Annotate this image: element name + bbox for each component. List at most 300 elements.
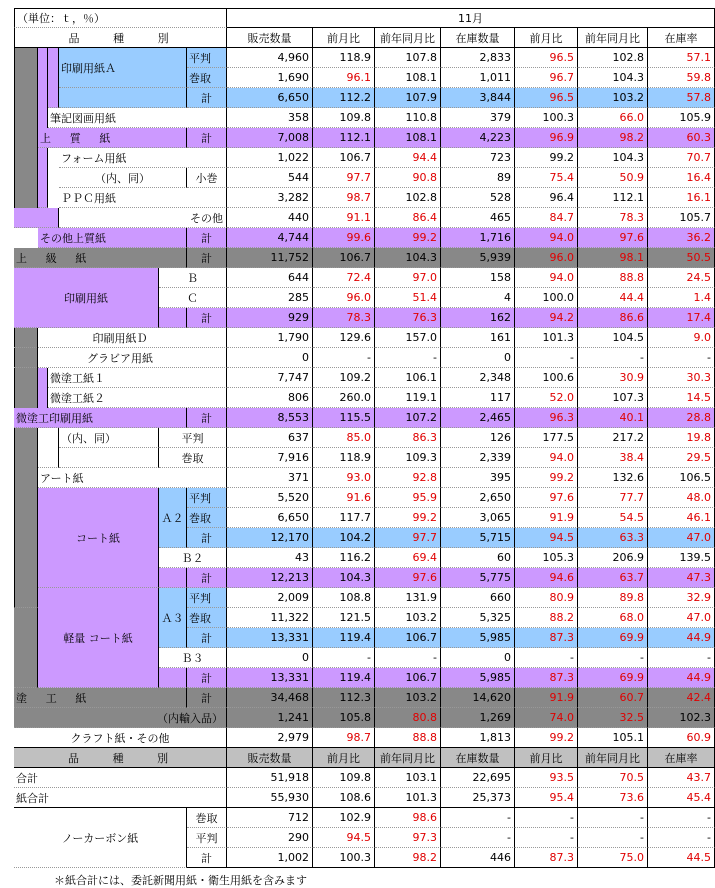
- value-form-1: 106.7: [313, 148, 375, 168]
- value-kraft-1: 98.7: [313, 728, 375, 748]
- value-art-2: 92.8: [375, 468, 441, 488]
- value-hikki-2: 110.8: [375, 108, 441, 128]
- value-nc_kei-6: 44.5: [648, 848, 715, 868]
- value-insD-2: 157.0: [375, 328, 441, 348]
- value-insA_hira-4: 96.5: [515, 48, 578, 68]
- value-kc_kei-3: 5,985: [441, 668, 515, 688]
- label-kei: 計: [187, 228, 227, 248]
- label-kei: 計: [187, 668, 227, 688]
- value-a2_kei-4: 94.5: [515, 528, 578, 548]
- value-kami_goukei-2: 101.3: [375, 788, 441, 808]
- spacer: [159, 568, 187, 588]
- value-kc_kei-4: 87.3: [515, 668, 578, 688]
- label-insatsu: 印刷用紙: [14, 268, 159, 328]
- value-a2_maki-2: 99.2: [375, 508, 441, 528]
- value-bitoko_maki-0: 7,916: [227, 448, 313, 468]
- value-a3_hira-6: 32.9: [648, 588, 715, 608]
- column-header-2: 前年同月比: [578, 748, 648, 768]
- value-bitoko_hira-1: 85.0: [313, 428, 375, 448]
- value-a3_kei-4: 87.3: [515, 628, 578, 648]
- value-bitoko2-2: 119.1: [375, 388, 441, 408]
- value-bitoko_maki-2: 109.3: [375, 448, 441, 468]
- label-coat: コート紙: [38, 488, 159, 588]
- value-bitoko_hira-5: 217.2: [578, 428, 648, 448]
- value-kami_goukei-1: 108.6: [313, 788, 375, 808]
- value-a2_maki-0: 6,650: [227, 508, 313, 528]
- value-hikki-6: 105.9: [648, 108, 715, 128]
- value-nc_hira-0: 290: [227, 828, 313, 848]
- value-bitoko_hira-3: 126: [441, 428, 515, 448]
- label-B2: Ｂ２: [159, 548, 227, 568]
- value-gravure-4: -: [515, 348, 578, 368]
- value-insA_hira-3: 2,833: [441, 48, 515, 68]
- value-kraft-2: 88.8: [375, 728, 441, 748]
- value-ins_kei-1: 78.3: [313, 308, 375, 328]
- value-a3_maki-6: 47.0: [648, 608, 715, 628]
- label-makitori: 巻取: [187, 68, 227, 88]
- value-bitoko_maki-6: 29.5: [648, 448, 715, 468]
- value-b2-5: 206.9: [578, 548, 648, 568]
- spacer: [14, 208, 59, 228]
- value-insD-4: 101.3: [515, 328, 578, 348]
- value-insD-3: 161: [441, 328, 515, 348]
- value-ppc-0: 3,282: [227, 188, 313, 208]
- value-toko-5: 60.7: [578, 688, 648, 708]
- label-kei: 計: [187, 308, 227, 328]
- spacer: [38, 428, 59, 468]
- value-nc_kei-4: 87.3: [515, 848, 578, 868]
- value-a2_maki-6: 46.1: [648, 508, 715, 528]
- value-b3-1: -: [313, 648, 375, 668]
- value-jokyu-0: 11,752: [227, 248, 313, 268]
- column-header-2: 在庫数量: [441, 748, 515, 768]
- value-ins_kei-5: 86.6: [578, 308, 648, 328]
- label-insatsuA: 印刷用紙Ａ: [59, 48, 187, 88]
- value-a2_maki-5: 54.5: [578, 508, 648, 528]
- label-hiraban: 平判: [187, 588, 227, 608]
- value-a2_hira-1: 91.6: [313, 488, 375, 508]
- value-coat_kei-5: 63.7: [578, 568, 648, 588]
- column-header: 在庫率: [648, 28, 715, 48]
- value-kc_kei-2: 106.7: [375, 668, 441, 688]
- value-sonota-3: 465: [441, 208, 515, 228]
- value-b3-2: -: [375, 648, 441, 668]
- value-toko-3: 14,620: [441, 688, 515, 708]
- value-ins_B-1: 72.4: [313, 268, 375, 288]
- value-a3_hira-4: 80.9: [515, 588, 578, 608]
- value-kc_kei-6: 44.9: [648, 668, 715, 688]
- value-goukei-4: 93.5: [515, 768, 578, 788]
- label-uchi-yunyu: （内輸入品）: [14, 708, 227, 728]
- value-bitoko1-2: 106.1: [375, 368, 441, 388]
- value-a2_kei-5: 63.3: [578, 528, 648, 548]
- value-goukei-5: 70.5: [578, 768, 648, 788]
- value-coat_kei-6: 47.3: [648, 568, 715, 588]
- value-nc_kei-0: 1,002: [227, 848, 313, 868]
- value-insA_maki-0: 1,690: [227, 68, 313, 88]
- value-b2-1: 116.2: [313, 548, 375, 568]
- value-nc_maki-0: 712: [227, 808, 313, 828]
- value-goukei-0: 51,918: [227, 768, 313, 788]
- label-ppc: ＰＰＣ用紙: [59, 188, 227, 208]
- value-yunyu-1: 105.8: [313, 708, 375, 728]
- value-kami_goukei-4: 95.4: [515, 788, 578, 808]
- value-bitoko1-3: 2,348: [441, 368, 515, 388]
- value-form-5: 104.3: [578, 148, 648, 168]
- label-A2: Ａ２: [159, 488, 187, 548]
- value-joshitsu-4: 96.9: [515, 128, 578, 148]
- label-bitoko2: 微塗工紙２: [48, 388, 227, 408]
- value-art-0: 371: [227, 468, 313, 488]
- label-joshitsu: 上 質 紙: [38, 128, 187, 148]
- value-yunyu-2: 80.8: [375, 708, 441, 728]
- label-form: フォーム用紙: [59, 148, 227, 168]
- value-sonota-2: 86.4: [375, 208, 441, 228]
- unit-label: （単位：ｔ，％）: [14, 8, 227, 28]
- column-header-2: 販売数量: [227, 748, 313, 768]
- value-toko-6: 42.4: [648, 688, 715, 708]
- value-insA_maki-2: 108.1: [375, 68, 441, 88]
- value-a3_kei-5: 69.9: [578, 628, 648, 648]
- value-joshitsu-1: 112.1: [313, 128, 375, 148]
- value-kraft-4: 99.2: [515, 728, 578, 748]
- value-toko-2: 103.2: [375, 688, 441, 708]
- value-insA_maki-3: 1,011: [441, 68, 515, 88]
- value-joshitsu-3: 4,223: [441, 128, 515, 148]
- value-insA_kei-5: 103.2: [578, 88, 648, 108]
- label-jokyu: 上 級 紙: [14, 248, 187, 268]
- jokyu-bar: [14, 48, 38, 228]
- value-yunyu-3: 1,269: [441, 708, 515, 728]
- value-goukei-6: 43.7: [648, 768, 715, 788]
- value-a3_maki-1: 121.5: [313, 608, 375, 628]
- value-insA_maki-4: 96.7: [515, 68, 578, 88]
- value-hikki-4: 100.3: [515, 108, 578, 128]
- value-nc_kei-5: 75.0: [578, 848, 648, 868]
- value-ppc-1: 98.7: [313, 188, 375, 208]
- value-coat_kei-3: 5,775: [441, 568, 515, 588]
- value-nc_maki-1: 102.9: [313, 808, 375, 828]
- value-a3_hira-5: 89.8: [578, 588, 648, 608]
- value-bitoko1-1: 109.2: [313, 368, 375, 388]
- label-nocarbon: ノーカーボン紙: [14, 808, 187, 868]
- value-b3-6: -: [648, 648, 715, 668]
- value-insA_maki-1: 96.1: [313, 68, 375, 88]
- column-header-2: 前月比: [515, 748, 578, 768]
- value-insA_kei-4: 96.5: [515, 88, 578, 108]
- label-sonota-joshitsu: その他上質紙: [38, 228, 187, 248]
- value-bitoko_kei-2: 107.2: [375, 408, 441, 428]
- value-kami_goukei-6: 45.4: [648, 788, 715, 808]
- label-hiraban: 平判: [159, 428, 227, 448]
- label-sonota: その他: [59, 208, 227, 228]
- value-form-3: 723: [441, 148, 515, 168]
- label-hiraban: 平判: [187, 48, 227, 68]
- value-bitoko_hira-4: 177.5: [515, 428, 578, 448]
- value-joshitsu-0: 7,008: [227, 128, 313, 148]
- value-ins_kei-0: 929: [227, 308, 313, 328]
- label-hiraban: 平判: [187, 828, 227, 848]
- label-kei: 計: [187, 628, 227, 648]
- value-insA_maki-5: 104.3: [578, 68, 648, 88]
- label-B: Ｂ: [159, 268, 227, 288]
- value-insA_kei-6: 57.8: [648, 88, 715, 108]
- value-b3-4: -: [515, 648, 578, 668]
- value-nc_kei-3: 446: [441, 848, 515, 868]
- value-bitoko1-4: 100.6: [515, 368, 578, 388]
- value-insA_kei-1: 112.2: [313, 88, 375, 108]
- value-ppc-2: 102.8: [375, 188, 441, 208]
- value-bitoko_kei-3: 2,465: [441, 408, 515, 428]
- label-B3: Ｂ３: [159, 648, 227, 668]
- value-form-0: 1,022: [227, 148, 313, 168]
- value-bitoko2-6: 14.5: [648, 388, 715, 408]
- value-kc_kei-5: 69.9: [578, 668, 648, 688]
- value-ins_B-5: 88.8: [578, 268, 648, 288]
- value-a3_maki-2: 103.2: [375, 608, 441, 628]
- label-toko: 塗 工 紙: [14, 688, 187, 708]
- value-a2_hira-2: 95.9: [375, 488, 441, 508]
- value-nc_hira-5: -: [578, 828, 648, 848]
- value-b2-0: 43: [227, 548, 313, 568]
- column-header-2: 前月比: [313, 748, 375, 768]
- value-bitoko_hira-6: 19.8: [648, 428, 715, 448]
- label-kei: 計: [187, 848, 227, 868]
- label-goukei: 合計: [14, 768, 227, 788]
- value-bitoko2-1: 260.0: [313, 388, 375, 408]
- value-kraft-5: 105.1: [578, 728, 648, 748]
- value-bitoko2-3: 117: [441, 388, 515, 408]
- label-uchi_dou: （内、同）: [59, 428, 159, 448]
- value-b3-3: 0: [441, 648, 515, 668]
- value-ins_C-3: 4: [441, 288, 515, 308]
- value-ins_kei-6: 17.4: [648, 308, 715, 328]
- month-header: 11月: [227, 8, 715, 28]
- value-sonota-4: 84.7: [515, 208, 578, 228]
- value-ins_C-1: 96.0: [313, 288, 375, 308]
- value-yunyu-5: 32.5: [578, 708, 648, 728]
- value-jokyu-1: 106.7: [313, 248, 375, 268]
- value-nc_maki-3: -: [441, 808, 515, 828]
- value-a2_maki-4: 91.9: [515, 508, 578, 528]
- value-kami_goukei-5: 73.6: [578, 788, 648, 808]
- value-art-3: 395: [441, 468, 515, 488]
- label-komaki: 小巻: [187, 168, 227, 188]
- value-ins_B-2: 97.0: [375, 268, 441, 288]
- value-nc_maki-5: -: [578, 808, 648, 828]
- label-bitoko1: 微塗工紙１: [48, 368, 227, 388]
- value-a3_maki-3: 5,325: [441, 608, 515, 628]
- value-insA_maki-6: 59.8: [648, 68, 715, 88]
- value-form_komaki-2: 90.8: [375, 168, 441, 188]
- value-nc_hira-1: 94.5: [313, 828, 375, 848]
- value-a3_kei-3: 5,985: [441, 628, 515, 648]
- label-hiraban: 平判: [187, 488, 227, 508]
- column-header: 前年同月比: [578, 28, 648, 48]
- value-nc_hira-3: -: [441, 828, 515, 848]
- value-ppc-6: 16.1: [648, 188, 715, 208]
- value-ppc-3: 528: [441, 188, 515, 208]
- value-gravure-5: -: [578, 348, 648, 368]
- label-makitori: 巻取: [187, 608, 227, 628]
- value-insA_hira-2: 107.8: [375, 48, 441, 68]
- value-a3_hira-3: 660: [441, 588, 515, 608]
- value-a2_maki-3: 3,065: [441, 508, 515, 528]
- spacer: [59, 448, 159, 468]
- value-ins_kei-3: 162: [441, 308, 515, 328]
- value-sonota-6: 105.7: [648, 208, 715, 228]
- label-kei: 計: [187, 688, 227, 708]
- value-hikki-1: 109.8: [313, 108, 375, 128]
- value-a2_kei-3: 5,715: [441, 528, 515, 548]
- value-nc_hira-4: -: [515, 828, 578, 848]
- value-sonota-1: 91.1: [313, 208, 375, 228]
- value-sonota-0: 440: [227, 208, 313, 228]
- label-kami_goukei: 紙合計: [14, 788, 227, 808]
- value-ins_C-2: 51.4: [375, 288, 441, 308]
- value-hikki-3: 379: [441, 108, 515, 128]
- value-sonota_joshitsu-4: 94.0: [515, 228, 578, 248]
- label-C: Ｃ: [159, 288, 227, 308]
- value-ins_C-0: 285: [227, 288, 313, 308]
- value-a3_hira-1: 108.8: [313, 588, 375, 608]
- value-ins_B-0: 644: [227, 268, 313, 288]
- value-insD-5: 104.5: [578, 328, 648, 348]
- value-ins_B-3: 158: [441, 268, 515, 288]
- value-sonota_joshitsu-3: 1,716: [441, 228, 515, 248]
- value-a3_maki-5: 68.0: [578, 608, 648, 628]
- value-bitoko_kei-6: 28.8: [648, 408, 715, 428]
- label-keiryou-coat: 軽量 コート紙: [38, 588, 159, 688]
- label-makitori: 巻取: [187, 808, 227, 828]
- value-form-4: 99.2: [515, 148, 578, 168]
- value-goukei-1: 109.8: [313, 768, 375, 788]
- value-insA_hira-5: 102.8: [578, 48, 648, 68]
- value-nc_maki-6: -: [648, 808, 715, 828]
- spacer: [14, 608, 38, 688]
- value-gravure-1: -: [313, 348, 375, 368]
- spacer: [59, 88, 187, 108]
- value-toko-4: 91.9: [515, 688, 578, 708]
- value-nc_hira-2: 97.3: [375, 828, 441, 848]
- value-ppc-4: 96.4: [515, 188, 578, 208]
- value-insA_kei-0: 6,650: [227, 88, 313, 108]
- value-hikki-0: 358: [227, 108, 313, 128]
- sonota-bar: [38, 148, 48, 208]
- value-gravure-6: -: [648, 348, 715, 368]
- value-b3-5: -: [578, 648, 648, 668]
- value-gravure-0: 0: [227, 348, 313, 368]
- label-kei: 計: [187, 128, 227, 148]
- value-insD-1: 129.6: [313, 328, 375, 348]
- label-art: アート紙: [38, 468, 227, 488]
- value-a3_kei-6: 44.9: [648, 628, 715, 648]
- value-ins_C-6: 1.4: [648, 288, 715, 308]
- value-form_komaki-5: 50.9: [578, 168, 648, 188]
- label-kei: 計: [187, 528, 227, 548]
- value-b2-4: 105.3: [515, 548, 578, 568]
- column-header: 前年同月比: [375, 28, 441, 48]
- spacer: [159, 668, 187, 688]
- value-a2_kei-0: 12,170: [227, 528, 313, 548]
- footnote: ＊紙合計には、委託新聞用紙・衛生用紙を含みます: [54, 874, 307, 887]
- value-a2_hira-5: 77.7: [578, 488, 648, 508]
- value-form_komaki-1: 97.7: [313, 168, 375, 188]
- label-insatsuD: 印刷用紙Ｄ: [14, 328, 227, 348]
- column-header-2: 前年同月比: [375, 748, 441, 768]
- value-b2-2: 69.4: [375, 548, 441, 568]
- value-yunyu-6: 102.3: [648, 708, 715, 728]
- value-yunyu-0: 1,241: [227, 708, 313, 728]
- value-bitoko_hira-2: 86.3: [375, 428, 441, 448]
- label-kei: 計: [187, 568, 227, 588]
- label-kei: 計: [187, 88, 227, 108]
- value-joshitsu-2: 108.1: [375, 128, 441, 148]
- value-sonota-5: 78.3: [578, 208, 648, 228]
- value-gravure-3: 0: [441, 348, 515, 368]
- label-kei: 計: [187, 408, 227, 428]
- value-sonota_joshitsu-0: 4,744: [227, 228, 313, 248]
- value-b2-3: 60: [441, 548, 515, 568]
- value-toko-1: 112.3: [313, 688, 375, 708]
- value-nc_maki-4: -: [515, 808, 578, 828]
- label-hikki: 筆記図画用紙: [48, 108, 227, 128]
- column-header: 前月比: [313, 28, 375, 48]
- value-form_komaki-3: 89: [441, 168, 515, 188]
- value-art-6: 106.5: [648, 468, 715, 488]
- value-bitoko_hira-0: 637: [227, 428, 313, 448]
- value-art-1: 93.0: [313, 468, 375, 488]
- value-coat_kei-2: 97.6: [375, 568, 441, 588]
- value-nc_kei-1: 100.3: [313, 848, 375, 868]
- value-ins_C-5: 44.4: [578, 288, 648, 308]
- value-a2_hira-0: 5,520: [227, 488, 313, 508]
- value-a2_hira-6: 48.0: [648, 488, 715, 508]
- value-b3-0: 0: [227, 648, 313, 668]
- value-form_komaki-0: 544: [227, 168, 313, 188]
- value-a2_hira-3: 2,650: [441, 488, 515, 508]
- value-bitoko1-0: 7,747: [227, 368, 313, 388]
- value-art-4: 99.2: [515, 468, 578, 488]
- label-makitori: 巻取: [159, 448, 227, 468]
- value-yunyu-4: 74.0: [515, 708, 578, 728]
- value-coat_kei-1: 104.3: [313, 568, 375, 588]
- category-header-2: 品 種 別: [14, 748, 227, 768]
- value-ppc-5: 112.1: [578, 188, 648, 208]
- value-a2_kei-6: 47.0: [648, 528, 715, 548]
- column-header: 販売数量: [227, 28, 313, 48]
- value-jokyu-5: 98.1: [578, 248, 648, 268]
- value-a2_hira-4: 97.6: [515, 488, 578, 508]
- value-nc_hira-6: -: [648, 828, 715, 848]
- value-bitoko2-4: 52.0: [515, 388, 578, 408]
- value-kami_goukei-3: 25,373: [441, 788, 515, 808]
- value-coat_kei-0: 12,213: [227, 568, 313, 588]
- value-goukei-3: 22,695: [441, 768, 515, 788]
- value-ins_B-6: 24.5: [648, 268, 715, 288]
- value-insD-6: 9.0: [648, 328, 715, 348]
- value-insA_hira-0: 4,960: [227, 48, 313, 68]
- value-ins_kei-2: 76.3: [375, 308, 441, 328]
- value-ins_C-4: 100.0: [515, 288, 578, 308]
- value-bitoko_maki-1: 118.9: [313, 448, 375, 468]
- value-kc_kei-0: 13,331: [227, 668, 313, 688]
- value-a3_kei-0: 13,331: [227, 628, 313, 648]
- insatsuA-bar: [48, 48, 59, 108]
- value-jokyu-6: 50.5: [648, 248, 715, 268]
- column-header: 在庫数量: [441, 28, 515, 48]
- value-sonota_joshitsu-5: 97.6: [578, 228, 648, 248]
